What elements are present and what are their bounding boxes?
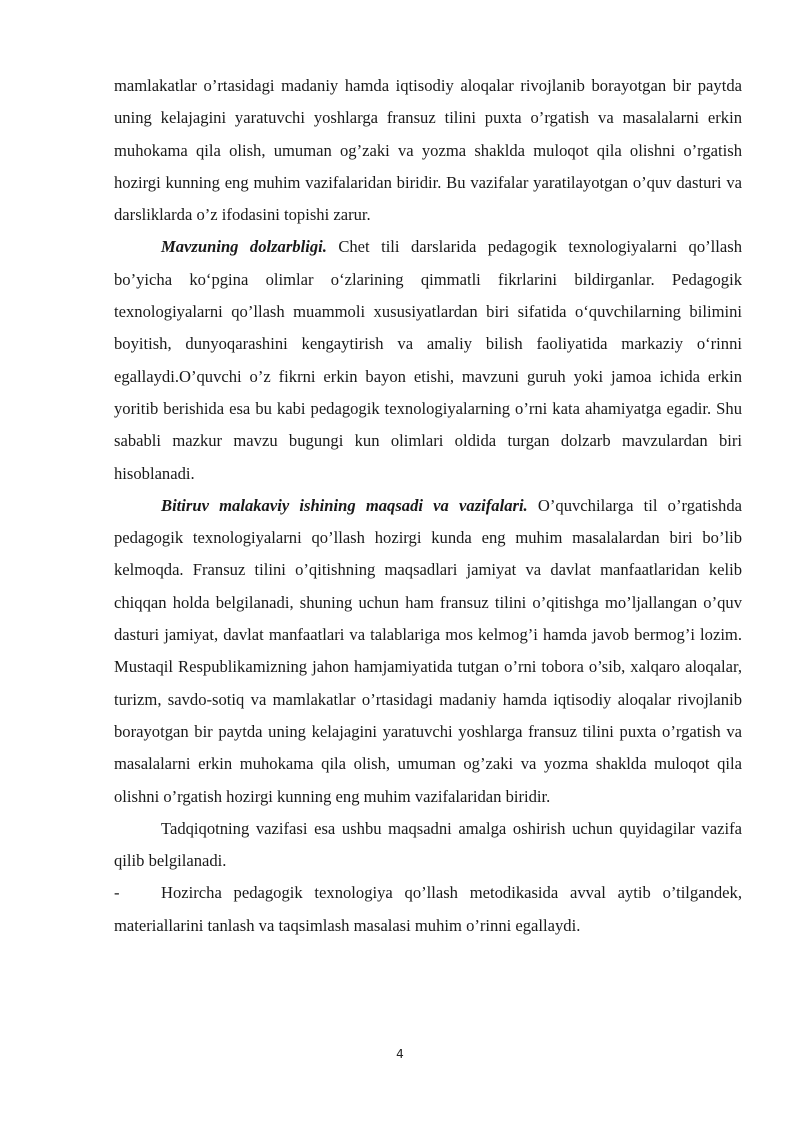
paragraph-lead-heading: Bitiruv malakaviy ishining maqsadi va vazifalari. <box>161 495 528 515</box>
list-item <box>114 877 742 942</box>
paragraph-relevance <box>114 231 742 489</box>
paragraph-text: O’quvchilarga til o’rgatishda pedagogik texnologiyalarni qo’llash hozirgi kunda eng muhim masalalardan biri bo’lib kelmoqda. Fransuz tilini o’qitishning maqsadlari jamiyat va davlat manfaatlaridan kelib chiqqan holda belgilanadi, shuning uchun ham fransuz tilini o’qitishga mo’ljallangan o’quv dasturi jamiyat, davlat manfaatlari va talablariga mos kelmog’i hamda javob bermog’i lozim. Mustaqil Respublikamizning jahon hamjamiyatida tutgan o’rni tobora o’sib, xalqaro aloqalar, turizm, savdo-sotiq va mamlakatlar o’rtasidagi madaniy hamda iqtisodiy aloqalar rivojlanib borayotgan bir paytda uning kelajagini yaratuvchi yoshlarga fransuz tilini puxta o’rgatish va masalalarni erkin muhokama qila olish, umuman og’zaki va yozma shaklda muloqot qila olishni o’rgatish hozirgi kunning eng muhim vazifalaridan biridir. <box>114 495 742 806</box>
paragraph-text: Chet tili darslarida pedagogik texnologiyalarni qo’llash bo’yicha koʻpgina olimlar oʻzlarining qimmatli fikrlarini bildirganlar. Pedagogik texnologiyalarni qo’llash muammoli xususiyatlardan biri sifatida oʻquvchilarning bilimini boyitish, dunyoqarashini kengaytirish va amaliy bilish faoliyatida markaziy oʻrinni egallaydi.O’quvchi o’z fikrni erkin bayon etishi, mavzuni guruh yoki jamoa ichida erkin yoritib berishida esa bu kabi pedagogik texnologiyalarning o’rni kata ahamiyatga egadir. Shu sababli mazkur mavzu bugungi kun olimlari oldida turgan dolzarb mavzulardan biri hisoblanadi. <box>114 237 742 483</box>
paragraph-tasks <box>114 813 742 878</box>
paragraph-intro-continued <box>114 70 742 231</box>
paragraph-goals <box>114 490 742 813</box>
paragraph-lead-heading: Mavzuning dolzarbligi. <box>161 237 327 257</box>
document-body <box>114 70 742 942</box>
list-item-text: Hozircha pedagogik texnologiya qo’llash metodikasida avval aytib o’tilgandek, materiallarini tanlash va taqsimlash masalasi muhim o’rinni egallaydi. <box>114 883 742 935</box>
paragraph-text: mamlakatlar o’rtasidagi madaniy hamda iqtisodiy aloqalar rivojlanib borayotgan bir paytda uning kelajagini yaratuvchi yoshlarga fransuz tilini puxta o’rgatish va masalalarni erkin muhokama qila olish, umuman og’zaki va yozma shaklda muloqot qila olishni o’rgatish hozirgi kunning eng muhim vazifalaridan biridir. Bu vazifalar yaratilayotgan o’quv dasturi va darsliklarda o’z ifodasini topishi zarur. <box>114 76 742 225</box>
paragraph-text: Tadqiqotning vazifasi esa ushbu maqsadni amalga oshirish uchun quyidagilar vazifa qilib belgilanadi. <box>114 818 742 871</box>
list-item-marker: - <box>114 883 120 903</box>
page-number: 4 <box>396 1047 404 1061</box>
